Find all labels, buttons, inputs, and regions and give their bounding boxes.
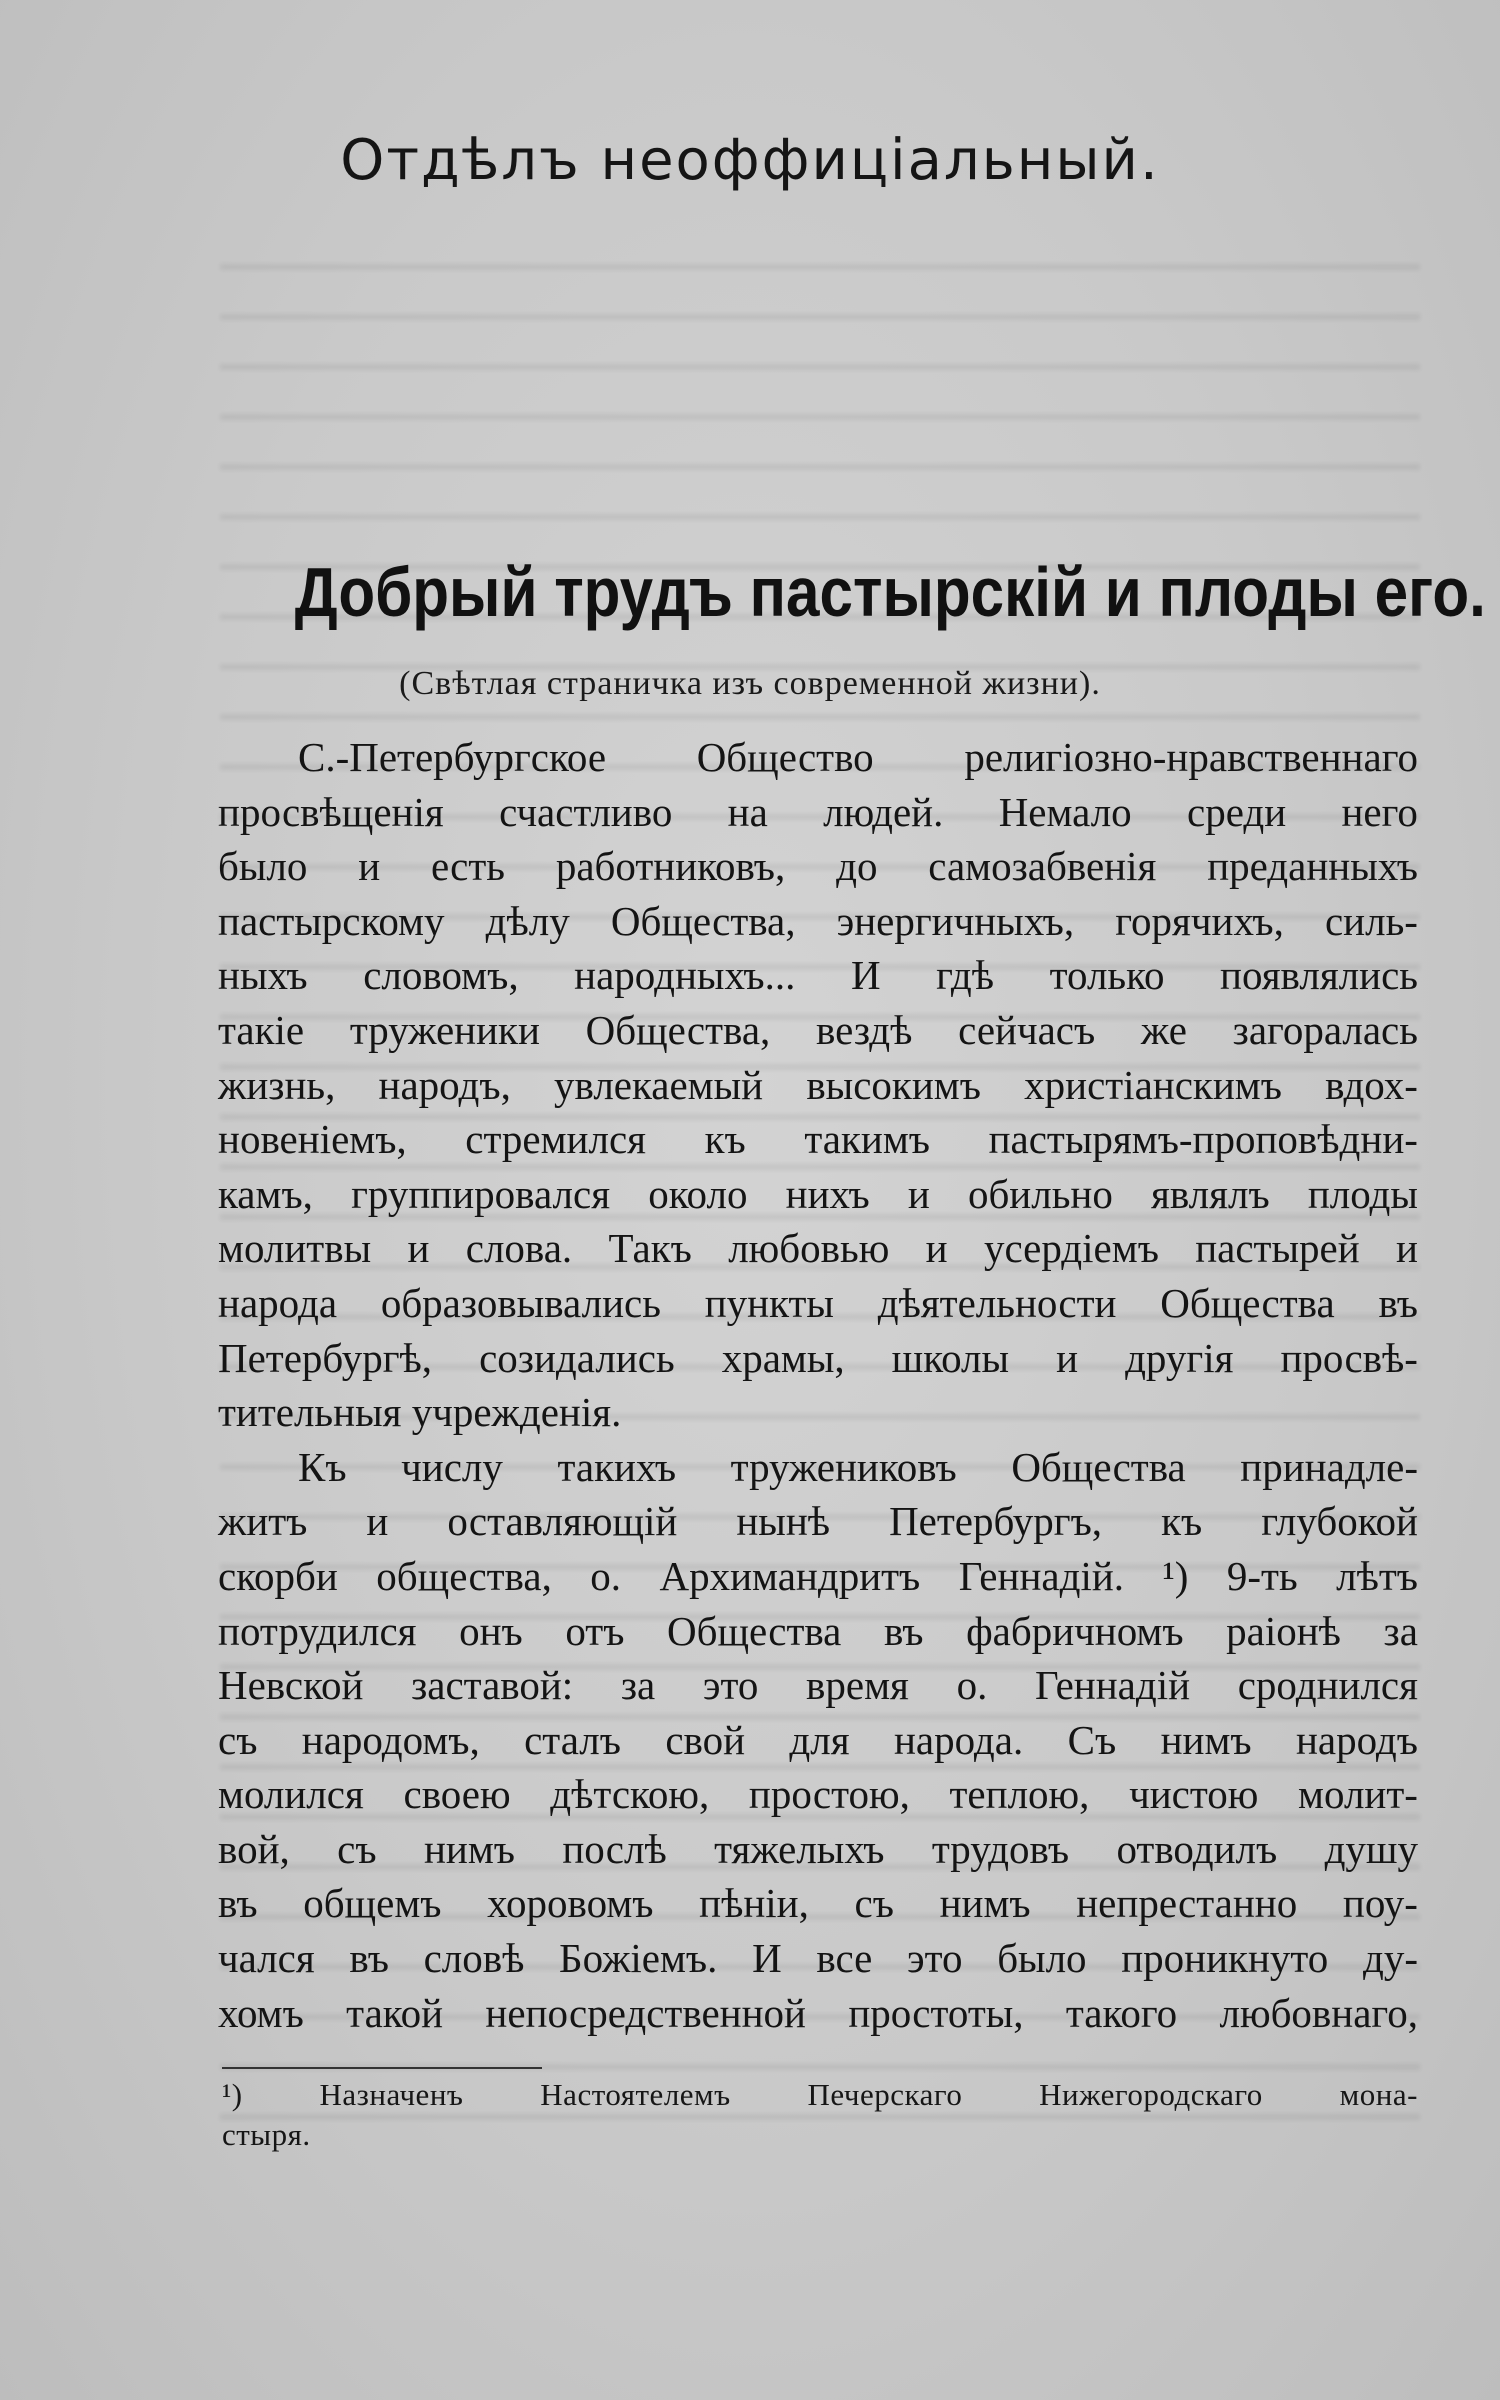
text-line: народа образовывались пункты дѣятельности Общества въ: [218, 1279, 1418, 1326]
text-line: молился своею дѣтскою, простою, теплою, чистою молит-: [218, 1771, 1418, 1818]
text-line: ¹) Назначенъ Настоятелемъ Печерскаго Нижегородскаго мона-: [222, 2077, 1418, 2112]
text-line: хомъ такой непосредственной простоты, такого любовнаго,: [218, 1989, 1418, 2036]
article-subtitle: (Свѣтлая страничка изъ современной жизни).: [399, 665, 1101, 702]
footnote: [222, 2075, 1418, 2155]
article-body: [218, 730, 1418, 2040]
text-line: чался въ словѣ Божіемъ. И все это было проникнуто ду-: [218, 1935, 1418, 1982]
footnote-divider: [222, 2067, 542, 2069]
text-line: было и есть работниковъ, до самозабвенія преданныхъ: [218, 843, 1418, 890]
text-line: вой, съ нимъ послѣ тяжелыхъ трудовъ отводилъ душу: [218, 1825, 1418, 1872]
text-line: жизнь, народъ, увлекаемый высокимъ христіанскимъ вдох-: [218, 1061, 1418, 1108]
text-line: Невской заставой: за это время о. Геннадій сроднился: [218, 1662, 1418, 1709]
text-line: просвѣщенія счастливо на людей. Немало среди него: [218, 788, 1418, 835]
text-line: молитвы и слова. Такъ любовью и усердіемъ пастырей и: [218, 1225, 1418, 1272]
text-line: скорби общества, о. Архимандритъ Геннадій. ¹) 9-ть лѣтъ: [218, 1552, 1418, 1599]
text-line: пастырскому дѣлу Общества, энергичныхъ, горячихъ, силь-: [218, 897, 1418, 944]
text-line: въ общемъ хоровомъ пѣніи, съ нимъ непрестанно поу-: [218, 1880, 1418, 1927]
text-line: Къ числу такихъ тружениковъ Общества принадле-: [298, 1443, 1418, 1490]
text-line: ныхъ словомъ, народныхъ... И гдѣ только появлялись: [218, 952, 1418, 999]
text-line: Петербургѣ, созидались храмы, школы и другія просвѣ-: [218, 1334, 1418, 1381]
text-line: С.-Петербургское Общество религіозно-нравственнаго: [298, 734, 1418, 780]
text-line: потрудился онъ отъ Общества въ фабричномъ раіонѣ за: [218, 1607, 1418, 1654]
text-line: новеніемъ, стремился къ такимъ пастырямъ-проповѣдни-: [218, 1116, 1418, 1163]
text-line: житъ и оставляющій нынѣ Петербургъ, къ глубокой: [218, 1498, 1418, 1545]
section-heading: Отдѣлъ неоффиціальный.: [340, 128, 1160, 193]
text-line: стыря.: [222, 2117, 311, 2152]
text-line: такіе труженики Общества, вездѣ сейчасъ же загоралась: [218, 1006, 1418, 1053]
text-line: камъ, группировался около нихъ и обильно являлъ плоды: [218, 1170, 1418, 1217]
article-title: Добрый трудъ пастырскій и плоды его.: [294, 553, 1486, 631]
text-line: тительныя учрежденія.: [218, 1389, 622, 1436]
text-line: съ народомъ, сталъ свой для народа. Съ нимъ народъ: [218, 1716, 1418, 1763]
